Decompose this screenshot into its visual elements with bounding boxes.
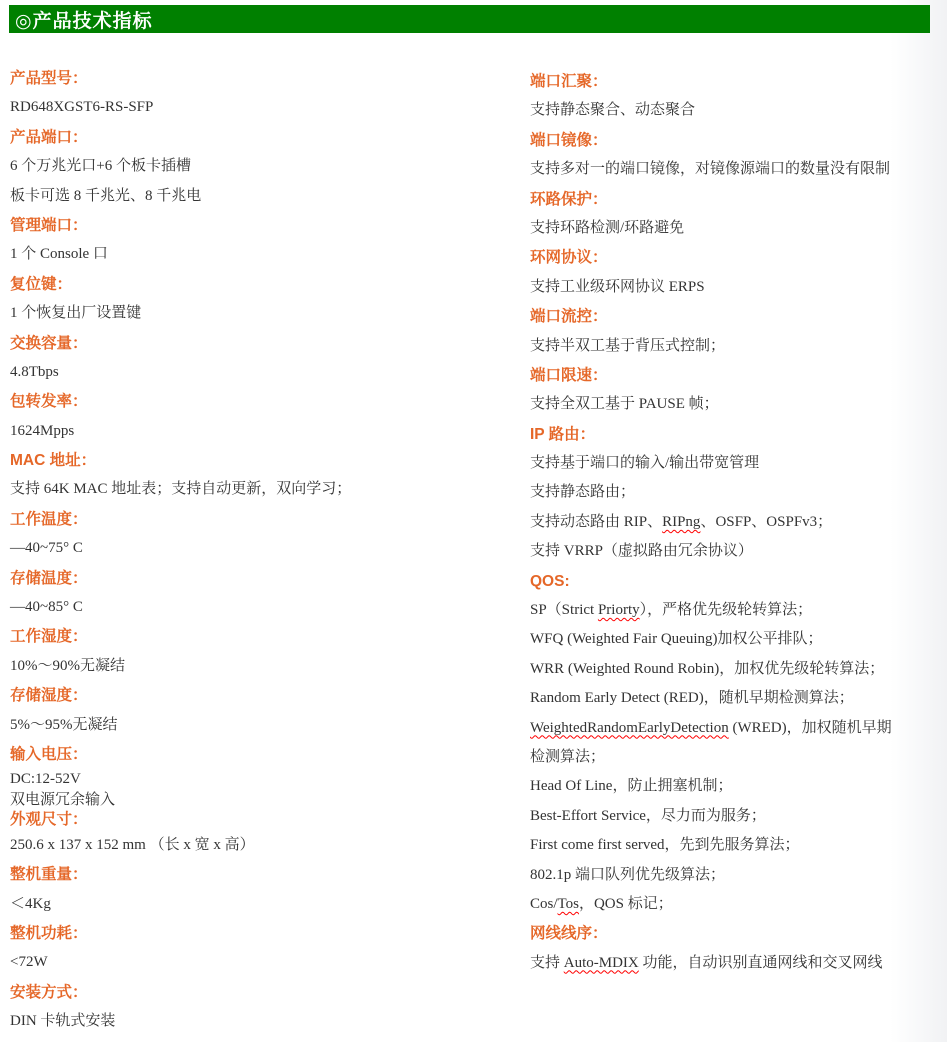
spec-text-line: 支持环路检测/环路避免 [530, 219, 685, 236]
text-segment: 功能，自动识别直通网线和交叉网线 [638, 954, 883, 971]
spec-text-line: 1 个恢复出厂设置键 [10, 305, 142, 322]
spec-text-line: 支持全双工基于 PAUSE 帧； [530, 396, 719, 413]
misspelled-term: RIPng [662, 513, 701, 530]
misspelled-term: Tos [557, 895, 579, 912]
spec-text-line [530, 890, 942, 919]
spec-heading: 端口限速： [530, 366, 608, 384]
spec-text-line: 1624Mpps [10, 422, 75, 439]
spec-text-line: WRR (Weighted Round Robin)，加权优先级轮转算法； [530, 660, 885, 677]
text-segment: 支持动态路由 RIP、 [530, 513, 663, 530]
spec-text-line: 802.1p 端口队列优先级算法； [530, 866, 726, 883]
section-title: ◎产品技术指标 [15, 10, 153, 32]
spec-column-right [530, 67, 942, 978]
spec-text-line: 检测算法； [530, 748, 606, 765]
spec-text-line [530, 596, 942, 625]
spec-text-line: 支持静态路由； [530, 484, 636, 501]
spec-heading: 产品端口： [10, 128, 88, 146]
spec-heading: 工作温度： [10, 510, 88, 528]
spec-text-line: —40~75° C [10, 540, 83, 557]
spec-text-line: 支持多对一的端口镜像，对镜像源端口的数量没有限制 [530, 161, 891, 178]
spec-text-line: 支持工业级环网协议 ERPS [530, 278, 705, 295]
spec-heading: 包转发率： [10, 393, 88, 411]
spec-heading: 安装方式： [10, 983, 88, 1001]
misspelled-term: WeightedRandomEarlyDetection [530, 719, 729, 736]
spec-heading: 整机重量： [10, 866, 88, 884]
spec-text-line [530, 949, 942, 978]
spec-text-line [530, 508, 942, 537]
spec-column-left [10, 64, 510, 1037]
spec-text-line: 支持半双工基于背压式控制； [530, 337, 726, 354]
spec-heading: 复位键： [10, 275, 73, 293]
spec-heading: 整机功耗： [10, 925, 88, 943]
spec-text-line: 6 个万兆光口+6 个板卡插槽 [10, 158, 191, 175]
spec-heading: IP 路由： [530, 425, 596, 443]
spec-heading: 工作湿度： [10, 628, 88, 646]
text-segment: ），严格优先级轮转算法； [639, 602, 813, 619]
spec-heading: 产品型号： [10, 70, 88, 87]
spec-text-line: 支持静态聚合、动态聚合 [530, 102, 696, 119]
misspelled-term: Priorty [597, 602, 640, 619]
text-segment: (WRED)，加权随机早期 [728, 719, 892, 736]
text-segment: SP（Strict [530, 602, 598, 619]
spec-text-line: <72W [10, 954, 48, 971]
spec-text-line: 双电源冗余输入 [10, 791, 116, 808]
spec-text-line: —40~85° C [10, 599, 83, 616]
spec-heading: 输入电压： [10, 745, 88, 763]
spec-heading: 端口流控： [530, 308, 608, 326]
spec-heading: 管理端口： [10, 216, 88, 234]
spec-heading: 外观尺寸： [10, 811, 88, 829]
spec-text-line: 支持基于端口的输入/输出带宽管理 [530, 455, 760, 472]
spec-text-line: 250.6 x 137 x 152 mm （长 x 宽 x 高） [10, 836, 255, 853]
spec-heading: 端口汇聚： [530, 73, 608, 90]
spec-text-line: DIN 卡轨式安装 [10, 1013, 116, 1030]
spec-text-line: 4.8Tbps [10, 363, 59, 380]
spec-heading: 网线线序： [530, 925, 608, 943]
text-segment: 支持 [530, 954, 564, 971]
section-header-bar [9, 5, 930, 33]
spec-heading: 交换容量： [10, 334, 88, 352]
spec-heading: MAC 地址： [10, 452, 97, 470]
spec-heading: QOS: [530, 572, 570, 590]
spec-text-line: DC:12-52V [10, 771, 81, 788]
spec-text-line: 10%～90%无凝结 [10, 657, 125, 674]
spec-text-line: 支持 64K MAC 地址表；支持自动更新，双向学习； [10, 481, 352, 498]
spec-text-line: Head Of Line，防止拥塞机制； [530, 778, 733, 795]
misspelled-term: Auto-MDIX [563, 954, 639, 971]
spec-text-line: Best-Effort Service，尽力而为服务； [530, 807, 766, 824]
spec-text-line: 支持 VRRP（虚拟路由冗余协议） [530, 543, 753, 560]
text-segment: ，QOS 标记； [578, 895, 673, 912]
spec-text-line: First come first served，先到先服务算法； [530, 837, 800, 854]
spec-text-line [530, 714, 942, 743]
spec-heading: 环路保护： [530, 190, 608, 208]
spec-text-line: 板卡可选 8 千兆光、8 千兆电 [10, 187, 202, 204]
spec-heading: 存储温度： [10, 569, 88, 587]
spec-text-line: 1 个 Console 口 [10, 246, 108, 263]
spec-heading: 端口镜像： [530, 131, 608, 149]
spec-heading: 存储湿度： [10, 687, 88, 705]
spec-text-line: ＜4Kg [10, 895, 51, 912]
text-segment: 、OSFP、OSPFv3； [700, 513, 833, 530]
spec-text-line: Random Early Detect (RED)，随机早期检测算法； [530, 690, 854, 707]
spec-text-line: 5%～95%无凝结 [10, 716, 118, 733]
spec-heading: 环网协议： [530, 249, 608, 267]
spec-text-line: RD648XGST6-RS-SFP [10, 99, 154, 116]
spec-text-line: WFQ (Weighted Fair Queuing)加权公平排队； [530, 631, 823, 648]
text-segment: Cos/ [530, 895, 558, 912]
